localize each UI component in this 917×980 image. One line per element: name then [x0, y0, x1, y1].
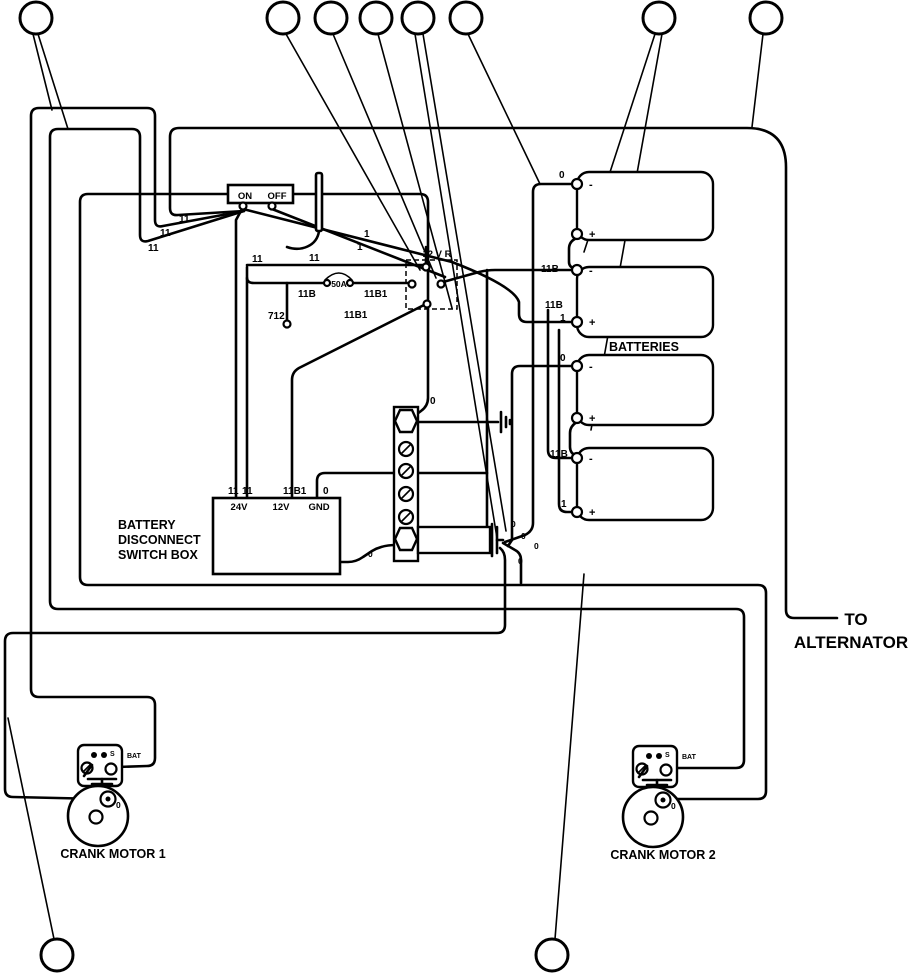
switch-on-label: ON [237, 191, 253, 202]
svg-text:0: 0 [368, 549, 373, 559]
svg-text:11: 11 [148, 243, 159, 254]
svg-text:11B1: 11B1 [364, 289, 388, 300]
svg-text:11B: 11B [298, 289, 316, 300]
svg-text:1: 1 [560, 313, 566, 324]
callout-balloon [20, 2, 52, 34]
svg-text:0: 0 [511, 519, 516, 529]
svg-text:0: 0 [323, 486, 329, 497]
svg-text:1: 1 [364, 229, 370, 240]
crank-motor-1 [60, 745, 165, 861]
battery-disconnect-switch-box [118, 498, 340, 574]
fuse-rating-label: 50A [331, 279, 347, 289]
to-alternator-callout [794, 610, 908, 652]
ground-symbol [501, 412, 510, 432]
svg-text:-: - [589, 361, 593, 373]
crank1-s-label: S [110, 751, 115, 758]
svg-text:11: 11 [160, 228, 171, 239]
crank-motor-2-name: CRANK MOTOR 2 [610, 848, 716, 862]
callout-balloon [267, 2, 299, 34]
svg-text:+: + [589, 229, 596, 241]
callout-balloon [360, 2, 392, 34]
shunt-cylinder [418, 524, 503, 556]
disconnect-box-name-line3: SWITCH BOX [118, 548, 198, 562]
svg-text:0: 0 [560, 353, 566, 364]
fuse-terminal [347, 280, 353, 286]
svg-text:-: - [589, 265, 593, 277]
svg-text:11: 11 [179, 214, 190, 225]
to-alternator-line1: TO [844, 610, 868, 629]
svg-text:11B: 11B [541, 264, 559, 275]
callout-balloon [402, 2, 434, 34]
terminal-gnd-label: GND [308, 502, 330, 513]
batteries-title: BATTERIES [609, 340, 679, 354]
svg-text:+: + [589, 317, 596, 329]
crank1-wire0-label: 0 [116, 800, 121, 810]
svg-text:11: 11 [242, 486, 253, 497]
regulator-contact [409, 281, 416, 288]
crank1-bat-label: BAT [127, 753, 141, 760]
crank-motor-1-name: CRANK MOTOR 1 [60, 847, 166, 861]
svg-text:1: 1 [561, 499, 567, 510]
switch-on-terminal [240, 203, 247, 210]
svg-text:0: 0 [430, 396, 436, 407]
wire-number-labels [148, 170, 568, 566]
callout-balloon [536, 939, 568, 971]
callout-balloon [41, 939, 73, 971]
regulator-contact [424, 301, 431, 308]
svg-text:0: 0 [534, 541, 539, 551]
battery-2 [577, 267, 713, 337]
battery-bank [572, 172, 713, 520]
crank-motor-2 [610, 746, 715, 862]
svg-text:11B: 11B [545, 300, 563, 311]
crank2-wire0-label: 0 [671, 801, 676, 811]
svg-text:11: 11 [228, 486, 239, 497]
crank-motor-2-graphic [623, 746, 683, 847]
regulator-contact [438, 281, 445, 288]
battery-4 [577, 448, 713, 520]
svg-text:712: 712 [268, 311, 285, 322]
callout-balloon [315, 2, 347, 34]
svg-text:-: - [589, 179, 593, 191]
callout-balloon [750, 2, 782, 34]
callout-balloon [643, 2, 675, 34]
wire-lever-curve [287, 231, 319, 249]
svg-text:0: 0 [521, 531, 526, 541]
svg-text:11: 11 [252, 254, 263, 265]
battery-3 [577, 355, 713, 425]
svg-text:11B: 11B [550, 449, 568, 460]
terminal-24v-label: 24V [230, 502, 248, 513]
terminal-12v-label: 12V [272, 502, 290, 513]
fuse-50a [324, 273, 353, 289]
regulator-label: 12 V R [422, 249, 452, 260]
disconnect-box-name-line2: DISCONNECT [118, 533, 201, 547]
wire-1-diagonal-a [243, 209, 452, 262]
svg-text:+: + [589, 507, 596, 519]
svg-text:11B1: 11B1 [344, 310, 368, 321]
svg-text:0: 0 [518, 556, 523, 566]
switch-lever [316, 173, 322, 231]
svg-text:1: 1 [357, 242, 363, 253]
disconnect-box-name-line1: BATTERY [118, 518, 176, 532]
battery-jumper-3-4 [570, 422, 577, 456]
svg-text:0: 0 [559, 170, 565, 181]
svg-text:+: + [589, 413, 596, 425]
wire-24v-a [236, 209, 242, 498]
battery-1 [577, 172, 713, 240]
wire-to-crank1-bat [31, 108, 244, 767]
fuse-terminal [324, 280, 330, 286]
crank-motor-1-graphic [68, 745, 128, 846]
crank2-s-label: S [665, 752, 670, 759]
regulator-contact [423, 264, 430, 271]
callout-balloon [450, 2, 482, 34]
hex-terminal-top [395, 410, 417, 432]
to-alternator-line2: ALTERNATOR [793, 633, 909, 652]
hex-terminal-bottom [395, 528, 417, 550]
svg-text:-: - [589, 453, 593, 465]
svg-text:11B1: 11B1 [283, 486, 307, 497]
terminal-strip [394, 407, 510, 561]
crank2-bat-label: BAT [682, 754, 696, 761]
svg-text:11: 11 [309, 253, 320, 264]
switch-off-label: OFF [267, 191, 287, 202]
switch-off-terminal [269, 203, 276, 210]
